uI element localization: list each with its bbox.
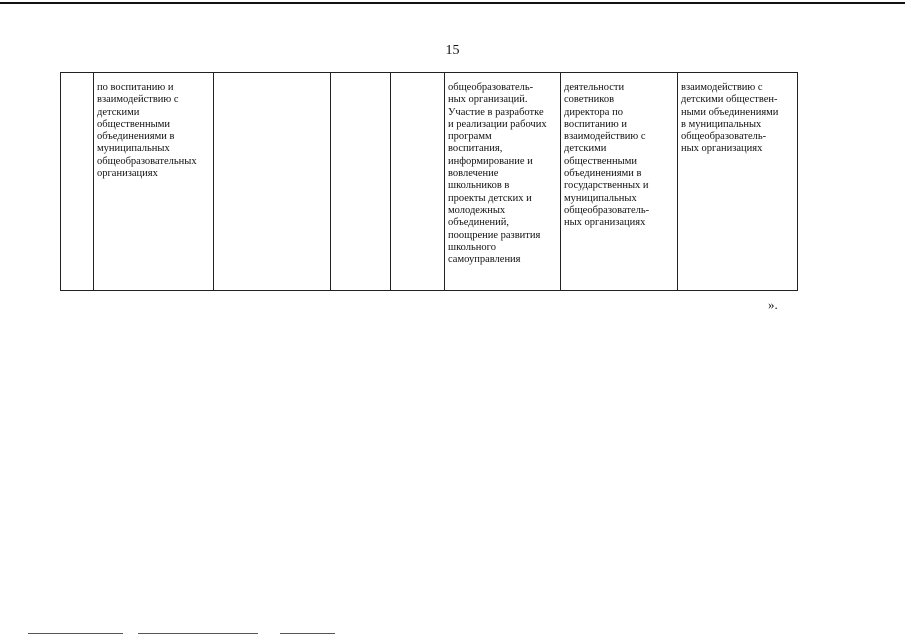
cell-text-line: общеобразователь- (564, 204, 650, 216)
page-number: 15 (445, 43, 460, 58)
cell-text-line: детскими обществен- (681, 94, 778, 106)
cell-text-line: программ (448, 131, 492, 143)
cell-text-line: проекты детских и (448, 192, 532, 204)
closing-quote: ». (768, 297, 778, 312)
cell-text-line: общеобразовательных (97, 155, 197, 167)
cell-text-line: детскими (564, 143, 607, 155)
cell-text-line: советников (564, 94, 615, 106)
cell-text-line: по воспитанию и (97, 82, 174, 93)
cell-text-line: и реализации рабочих (448, 118, 547, 130)
cell-text-line: ными объединениями (681, 106, 779, 118)
cell-text-line: взаимодействию с (681, 82, 763, 93)
cell-text-line: молодежных (448, 204, 506, 216)
cell-text-line: деятельности (564, 82, 625, 93)
cell-text-line: поощрение развития (448, 229, 541, 241)
cell-text-line: объединений, (448, 217, 510, 229)
cell-text-line: муниципальных (97, 143, 170, 155)
cell-text-line: директора по (564, 106, 623, 118)
continuation-table (60, 72, 798, 291)
cell-text-line: взаимодействию с (564, 131, 646, 143)
cell-text-line: общеобразователь- (448, 82, 534, 93)
cell-text-line: объединениями в (97, 131, 175, 143)
table-cell-interaction (678, 73, 798, 291)
cell-text-line: ных организациях (681, 143, 763, 155)
cell-text-line: школьников в (448, 180, 510, 192)
table-cell-empty (214, 73, 331, 291)
cell-text-line: воспитанию и (564, 118, 627, 130)
table-cell-empty (331, 73, 391, 291)
table-cell-position (94, 73, 214, 291)
cell-text-line: взаимодействию с (97, 94, 179, 106)
cell-text-line: информирование и (448, 155, 533, 167)
cell-text-line: ных организациях (564, 217, 646, 229)
cell-text-line: государственных и (564, 180, 649, 192)
cell-text-line: организациях (97, 168, 158, 180)
cell-text-line: самоуправления (448, 254, 521, 266)
table-cell-empty (391, 73, 445, 291)
cell-text-line: школьного (448, 241, 496, 253)
table-cell-activities (445, 73, 561, 291)
top-border-line (0, 2, 905, 4)
cell-text-line: муниципальных (564, 192, 637, 204)
cell-text-line: в муниципальных (681, 118, 762, 130)
cell-text-line: общественными (564, 155, 637, 167)
table-cell-coordination (561, 73, 678, 291)
cell-text-line: общественными (97, 118, 170, 130)
cell-text-line: Участие в разработке (448, 106, 544, 118)
cell-text-line: детскими (97, 106, 140, 118)
cell-text-line: общеобразователь- (681, 131, 767, 143)
table-cell-number (61, 73, 94, 291)
cell-text-line: объединениями в (564, 168, 642, 180)
cell-text-line: воспитания, (448, 143, 503, 155)
table-row (61, 73, 798, 291)
cell-text-line: ных организаций. (448, 94, 528, 106)
cell-text-line: вовлечение (448, 168, 499, 180)
